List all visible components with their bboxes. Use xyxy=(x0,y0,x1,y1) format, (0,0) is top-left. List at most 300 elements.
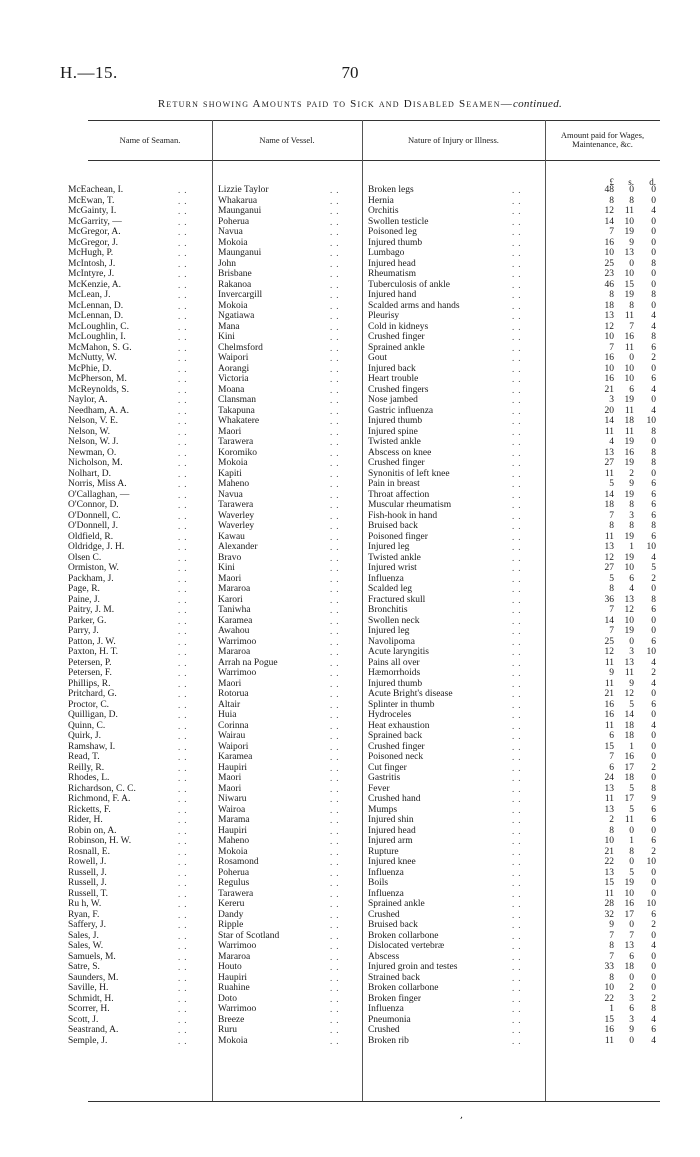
seaman-name: Ormiston, W. xyxy=(68,563,119,573)
leader-dots: .. xyxy=(512,1035,525,1046)
amount-pence: 4 xyxy=(651,657,656,668)
leader-dots: .. xyxy=(330,479,343,489)
amount-shillings: 0 xyxy=(629,920,634,930)
amount-pounds: 16 xyxy=(604,1025,614,1035)
leader-dots: .. xyxy=(512,290,525,300)
leader-dots: .. xyxy=(512,195,525,206)
leader-dots: .. xyxy=(330,920,343,930)
amount-pence: 6 xyxy=(651,374,656,384)
amount-pence: 6 xyxy=(651,836,656,846)
table-row xyxy=(0,1025,700,1036)
amount-pence: 0 xyxy=(651,888,656,899)
table-row xyxy=(0,290,700,301)
vessel-name: Takapuna xyxy=(218,405,255,416)
leader-dots: .. xyxy=(512,710,525,720)
amount-pence: 2 xyxy=(651,993,656,1004)
amount-pence: 8 xyxy=(651,332,656,342)
leader-dots: .. xyxy=(330,342,343,353)
leader-dots: .. xyxy=(330,458,343,468)
vessel-name: Navua xyxy=(218,489,243,500)
leader-dots: .. xyxy=(330,237,343,248)
amount-shillings: 19 xyxy=(624,458,634,468)
leader-dots: .. xyxy=(178,248,191,258)
injury-nature: Pains all over xyxy=(368,657,420,668)
amount-pounds: 12 xyxy=(604,321,614,332)
seaman-name: McLean, J. xyxy=(68,290,111,300)
amount-pounds: 32 xyxy=(604,909,614,920)
table-row xyxy=(0,889,700,900)
injury-nature: Rupture xyxy=(368,846,399,857)
table-row xyxy=(0,301,700,312)
leader-dots: .. xyxy=(178,867,191,878)
leader-dots: .. xyxy=(330,878,343,888)
leader-dots: .. xyxy=(330,563,343,573)
seaman-name: Proctor, C. xyxy=(68,699,110,710)
amount-pence: 0 xyxy=(651,437,656,447)
seaman-name: Scott, J. xyxy=(68,1014,99,1025)
leader-dots: .. xyxy=(178,531,191,542)
leader-dots: .. xyxy=(330,489,343,500)
leader-dots: .. xyxy=(178,930,191,941)
seaman-name: Semple, J. xyxy=(68,1035,108,1046)
leader-dots: .. xyxy=(512,563,525,573)
amount-pounds: 8 xyxy=(609,972,614,983)
amount-pence: 0 xyxy=(651,468,656,479)
injury-nature: Influenza xyxy=(368,888,404,899)
seaman-name: McEwan, T. xyxy=(68,195,115,206)
table-row xyxy=(0,248,700,259)
amount-pence: 0 xyxy=(651,878,656,888)
vessel-name: Waipori xyxy=(218,741,249,752)
leader-dots: .. xyxy=(178,972,191,983)
amount-shillings: 3 xyxy=(629,1014,634,1025)
amount-pence: 0 xyxy=(651,300,656,311)
amount-shillings: 7 xyxy=(629,930,634,941)
leader-dots: .. xyxy=(178,185,191,195)
leader-dots: .. xyxy=(178,699,191,710)
amount-pounds: 2 xyxy=(609,815,614,825)
vessel-name: Alexander xyxy=(218,542,258,552)
leader-dots: .. xyxy=(178,636,191,647)
table-row xyxy=(0,385,700,396)
injury-nature: Influenza xyxy=(368,1004,404,1014)
leader-dots: .. xyxy=(330,258,343,269)
vessel-name: Warrimoo xyxy=(218,668,257,678)
leader-dots: .. xyxy=(512,741,525,752)
leader-dots: .. xyxy=(178,1014,191,1025)
amount-shillings: 9 xyxy=(629,678,634,689)
table-row xyxy=(0,553,700,564)
seaman-name: McGregor, A. xyxy=(68,227,121,237)
vessel-name: Bravo xyxy=(218,552,242,563)
leader-dots: .. xyxy=(330,678,343,689)
leader-dots: .. xyxy=(512,909,525,920)
vessel-name: Warrimoo xyxy=(218,636,257,647)
leader-dots: .. xyxy=(330,269,343,279)
injury-nature: Twisted ankle xyxy=(368,552,421,563)
injury-nature: Hæmorrhoids xyxy=(368,668,421,678)
leader-dots: .. xyxy=(512,657,525,668)
leader-dots: .. xyxy=(178,710,191,720)
vessel-name: Altair xyxy=(218,699,241,710)
amount-shillings: 1 xyxy=(629,542,634,552)
amount-pounds: 25 xyxy=(604,636,614,647)
injury-nature: Swollen neck xyxy=(368,615,420,626)
leader-dots: .. xyxy=(178,1025,191,1035)
amount-pounds: 8 xyxy=(609,290,614,300)
table-row xyxy=(0,584,700,595)
leader-dots: .. xyxy=(178,804,191,815)
amount-shillings: 13 xyxy=(624,657,634,668)
leader-dots: .. xyxy=(178,951,191,962)
table-row xyxy=(0,206,700,217)
leader-dots: .. xyxy=(178,437,191,447)
leader-dots: .. xyxy=(512,237,525,248)
leader-dots: .. xyxy=(330,647,343,657)
table-row xyxy=(0,322,700,333)
leader-dots: .. xyxy=(178,752,191,762)
leader-dots: .. xyxy=(178,237,191,248)
vessel-name: Mokoia xyxy=(218,458,248,468)
injury-nature: Injured leg xyxy=(368,626,410,636)
leader-dots: .. xyxy=(512,489,525,500)
leader-dots: .. xyxy=(178,857,191,867)
amount-pounds: 21 xyxy=(604,384,614,395)
leader-dots: .. xyxy=(330,552,343,563)
table-row xyxy=(0,700,700,711)
vessel-name: Maheno xyxy=(218,836,250,846)
injury-nature: Boils xyxy=(368,878,389,888)
injury-nature: Broken finger xyxy=(368,993,422,1004)
vessel-name: Maori xyxy=(218,573,242,584)
leader-dots: .. xyxy=(512,846,525,857)
table-row xyxy=(0,490,700,501)
leader-dots: .. xyxy=(330,395,343,405)
seaman-name: McLoughlin, C. xyxy=(68,321,129,332)
leader-dots: .. xyxy=(512,752,525,762)
amount-shillings: 11 xyxy=(624,311,634,321)
amount-pounds: 12 xyxy=(604,552,614,563)
leader-dots: .. xyxy=(178,762,191,773)
amount-pence: 0 xyxy=(651,195,656,206)
amount-pence: 6 xyxy=(651,699,656,710)
table-row xyxy=(0,427,700,438)
amount-shillings: 18 xyxy=(624,962,634,972)
table-row xyxy=(0,910,700,921)
injury-nature: Injured hand xyxy=(368,290,417,300)
amount-shillings: 0 xyxy=(629,636,634,647)
leader-dots: .. xyxy=(178,962,191,972)
leader-dots: .. xyxy=(178,416,191,426)
amount-pounds: 11 xyxy=(604,888,614,899)
vessel-name: Corinna xyxy=(218,720,249,731)
injury-nature: Scalded arms and hands xyxy=(368,300,460,311)
leader-dots: .. xyxy=(512,836,525,846)
table-row xyxy=(0,931,700,942)
leader-dots: .. xyxy=(330,815,343,825)
leader-dots: .. xyxy=(178,594,191,605)
injury-nature: Injured head xyxy=(368,825,416,836)
vessel-name: Karori xyxy=(218,594,243,605)
vessel-name: Mokoia xyxy=(218,1035,248,1046)
vessel-name: Wairau xyxy=(218,731,246,741)
seaman-name: Patton, J. W. xyxy=(68,636,116,647)
table-row xyxy=(0,784,700,795)
amount-pounds: 11 xyxy=(604,794,614,804)
vessel-name: Koromiko xyxy=(218,447,258,458)
amount-pence: 2 xyxy=(651,920,656,930)
amount-pounds: 14 xyxy=(604,416,614,426)
amount-shillings: 18 xyxy=(624,773,634,783)
leader-dots: .. xyxy=(178,741,191,752)
table-row xyxy=(0,343,700,354)
vessel-name: Maori xyxy=(218,678,242,689)
seaman-name: Quirk, J. xyxy=(68,731,101,741)
table-row xyxy=(0,952,700,963)
injury-nature: Sprained back xyxy=(368,731,423,741)
leader-dots: .. xyxy=(330,437,343,447)
leader-dots: .. xyxy=(178,909,191,920)
amount-shillings: 12 xyxy=(624,689,634,699)
seaman-name: Scorrer, H. xyxy=(68,1004,110,1014)
vessel-name: Huia xyxy=(218,710,237,720)
table-row xyxy=(0,406,700,417)
leader-dots: .. xyxy=(330,290,343,300)
seaman-name: Parry, J. xyxy=(68,626,99,636)
leader-dots: .. xyxy=(178,993,191,1004)
seaman-name: Russell, J. xyxy=(68,878,107,888)
seaman-name: Quilligan, D. xyxy=(68,710,118,720)
leader-dots: .. xyxy=(512,878,525,888)
vessel-name: Warrimoo xyxy=(218,941,257,951)
seaman-name: McNutty, W. xyxy=(68,353,117,363)
amount-pounds: 15 xyxy=(604,1014,614,1025)
amount-shillings: 6 xyxy=(629,1004,634,1014)
seaman-name: Rowell, J. xyxy=(68,857,107,867)
amount-pence: 2 xyxy=(651,353,656,363)
leader-dots: .. xyxy=(512,206,525,216)
leader-dots: .. xyxy=(330,468,343,479)
leader-dots: .. xyxy=(512,363,525,374)
leader-dots: .. xyxy=(178,731,191,741)
leader-dots: .. xyxy=(330,605,343,615)
vessel-name: Taniwha xyxy=(218,605,251,615)
injury-nature: Cut finger xyxy=(368,762,407,773)
table-row xyxy=(0,542,700,553)
seaman-name: Packham, J. xyxy=(68,573,114,584)
table-row xyxy=(0,500,700,511)
table-row xyxy=(0,227,700,238)
injury-nature: Acute laryngitis xyxy=(368,647,429,657)
amount-pounds: 8 xyxy=(609,521,614,531)
amount-pounds: 8 xyxy=(609,825,614,836)
table-row xyxy=(0,332,700,343)
amount-pence: 2 xyxy=(651,846,656,857)
table-row xyxy=(0,217,700,228)
amount-pence: 0 xyxy=(651,951,656,962)
leader-dots: .. xyxy=(512,321,525,332)
ink-mark: , xyxy=(459,1109,466,1122)
leader-dots: .. xyxy=(330,363,343,374)
vessel-name: Doto xyxy=(218,993,237,1004)
leader-dots: .. xyxy=(330,531,343,542)
amount-pounds: 14 xyxy=(604,489,614,500)
amount-pence: 4 xyxy=(651,941,656,951)
amount-pounds: 28 xyxy=(604,899,614,909)
vessel-name: Karamea xyxy=(218,615,253,626)
leader-dots: .. xyxy=(512,552,525,563)
table-row xyxy=(0,280,700,291)
vessel-name: Kini xyxy=(218,332,235,342)
amount-pounds: 3 xyxy=(609,395,614,405)
amount-shillings: 16 xyxy=(624,447,634,458)
amount-shillings: 19 xyxy=(624,531,634,542)
leader-dots: .. xyxy=(512,311,525,321)
amount-pence: 6 xyxy=(651,636,656,647)
leader-dots: .. xyxy=(178,321,191,332)
amount-pence: 0 xyxy=(651,584,656,594)
pounds-label: £ xyxy=(609,177,614,187)
seaman-name: Quinn, C. xyxy=(68,720,106,731)
vessel-name: Niwaru xyxy=(218,794,247,804)
amount-pounds: 11 xyxy=(604,426,614,437)
amount-shillings: 19 xyxy=(624,290,634,300)
amount-pence: 6 xyxy=(651,531,656,542)
amount-shillings: 10 xyxy=(624,269,634,279)
injury-nature: Injured thumb xyxy=(368,416,423,426)
injury-nature: Strained back xyxy=(368,972,420,983)
table-row xyxy=(0,511,700,522)
vessel-name: Chelmsford xyxy=(218,342,263,353)
vessel-name: Whakatere xyxy=(218,416,260,426)
leader-dots: .. xyxy=(330,405,343,416)
amount-shillings: 0 xyxy=(629,972,634,983)
amount-pounds: 7 xyxy=(609,342,614,353)
leader-dots: .. xyxy=(512,374,525,384)
injury-nature: Heat exhaustion xyxy=(368,720,430,731)
amount-pence: 8 xyxy=(651,521,656,531)
seaman-name: McKenzie, A. xyxy=(68,279,122,290)
seaman-name: Parker, G. xyxy=(68,615,107,626)
leader-dots: .. xyxy=(512,762,525,773)
amount-pounds: 10 xyxy=(604,836,614,846)
leader-dots: .. xyxy=(512,542,525,552)
leader-dots: .. xyxy=(178,332,191,342)
table-row xyxy=(0,238,700,249)
amount-pounds: 13 xyxy=(604,542,614,552)
injury-nature: Swollen testicle xyxy=(368,216,429,227)
amount-pounds: 6 xyxy=(609,731,614,741)
table-row xyxy=(0,847,700,858)
leader-dots: .. xyxy=(330,416,343,426)
table-row xyxy=(0,868,700,879)
amount-pence: 0 xyxy=(651,237,656,248)
amount-shillings: 19 xyxy=(624,626,634,636)
injury-nature: Tuberculosis of ankle xyxy=(368,279,450,290)
injury-nature: Cold in kidneys xyxy=(368,321,429,332)
seaman-name: McLoughlin, I. xyxy=(68,332,126,342)
leader-dots: .. xyxy=(512,416,525,426)
amount-pence: 0 xyxy=(651,962,656,972)
amount-pounds: 7 xyxy=(609,752,614,762)
table-row xyxy=(0,920,700,931)
leader-dots: .. xyxy=(178,773,191,783)
seaman-name: McHugh, P. xyxy=(68,248,114,258)
leader-dots: .. xyxy=(330,857,343,867)
leader-dots: .. xyxy=(178,888,191,899)
amount-shillings: 1 xyxy=(629,836,634,846)
leader-dots: .. xyxy=(178,510,191,521)
amount-pence: 0 xyxy=(651,363,656,374)
amount-pence: 8 xyxy=(651,594,656,605)
amount-pounds: 13 xyxy=(604,804,614,815)
leader-dots: .. xyxy=(330,773,343,783)
leader-dots: .. xyxy=(512,500,525,510)
table-row xyxy=(0,196,700,207)
leader-dots: .. xyxy=(512,783,525,794)
seaman-name: Nelson, W. J. xyxy=(68,437,119,447)
vessel-name: Aorangi xyxy=(218,363,250,374)
leader-dots: .. xyxy=(330,626,343,636)
vessel-name: Rosamond xyxy=(218,857,259,867)
leader-dots: .. xyxy=(330,1035,343,1046)
table-row xyxy=(0,1004,700,1015)
table-row xyxy=(0,626,700,637)
seaman-name: Seastrand, A. xyxy=(68,1025,119,1035)
amount-pence: 6 xyxy=(651,1025,656,1035)
amount-pence: 4 xyxy=(651,321,656,332)
vessel-name: Rakanoa xyxy=(218,279,252,290)
amount-shillings: 0 xyxy=(629,1035,634,1046)
vessel-name: Dandy xyxy=(218,909,244,920)
amount-shillings: 19 xyxy=(624,878,634,888)
leader-dots: .. xyxy=(512,951,525,962)
seaman-name: Phillips, R. xyxy=(68,678,111,689)
leader-dots: .. xyxy=(512,279,525,290)
vessel-name: Mararoa xyxy=(218,584,251,594)
vessel-name: Mokoia xyxy=(218,237,248,248)
leader-dots: .. xyxy=(178,479,191,489)
amount-pounds: 21 xyxy=(604,689,614,699)
table-row xyxy=(0,647,700,658)
amount-shillings: 12 xyxy=(624,605,634,615)
injury-nature: Influenza xyxy=(368,573,404,584)
vessel-name: Maheno xyxy=(218,479,250,489)
vessel-name: Maunganui xyxy=(218,206,262,216)
amount-shillings: 3 xyxy=(629,647,634,657)
amount-pounds: 10 xyxy=(604,363,614,374)
table-heading xyxy=(60,98,660,110)
leader-dots: .. xyxy=(330,825,343,836)
vessel-name: Tarawera xyxy=(218,888,254,899)
leader-dots: .. xyxy=(330,321,343,332)
seaman-name: Naylor, A. xyxy=(68,395,108,405)
injury-nature: Crushed xyxy=(368,1025,400,1035)
amount-shillings: 5 xyxy=(629,783,634,794)
amount-pounds: 15 xyxy=(604,741,614,752)
leader-dots: .. xyxy=(178,227,191,237)
leader-dots: .. xyxy=(330,300,343,311)
vessel-name: Ngatiawa xyxy=(218,311,255,321)
table-row xyxy=(0,962,700,973)
amount-pence: 0 xyxy=(651,773,656,783)
amount-pence: 8 xyxy=(651,258,656,269)
amount-pence: 0 xyxy=(651,710,656,720)
leader-dots: .. xyxy=(178,384,191,395)
amount-pence: 0 xyxy=(651,825,656,836)
amount-shillings: 18 xyxy=(624,720,634,731)
leader-dots: .. xyxy=(178,899,191,909)
